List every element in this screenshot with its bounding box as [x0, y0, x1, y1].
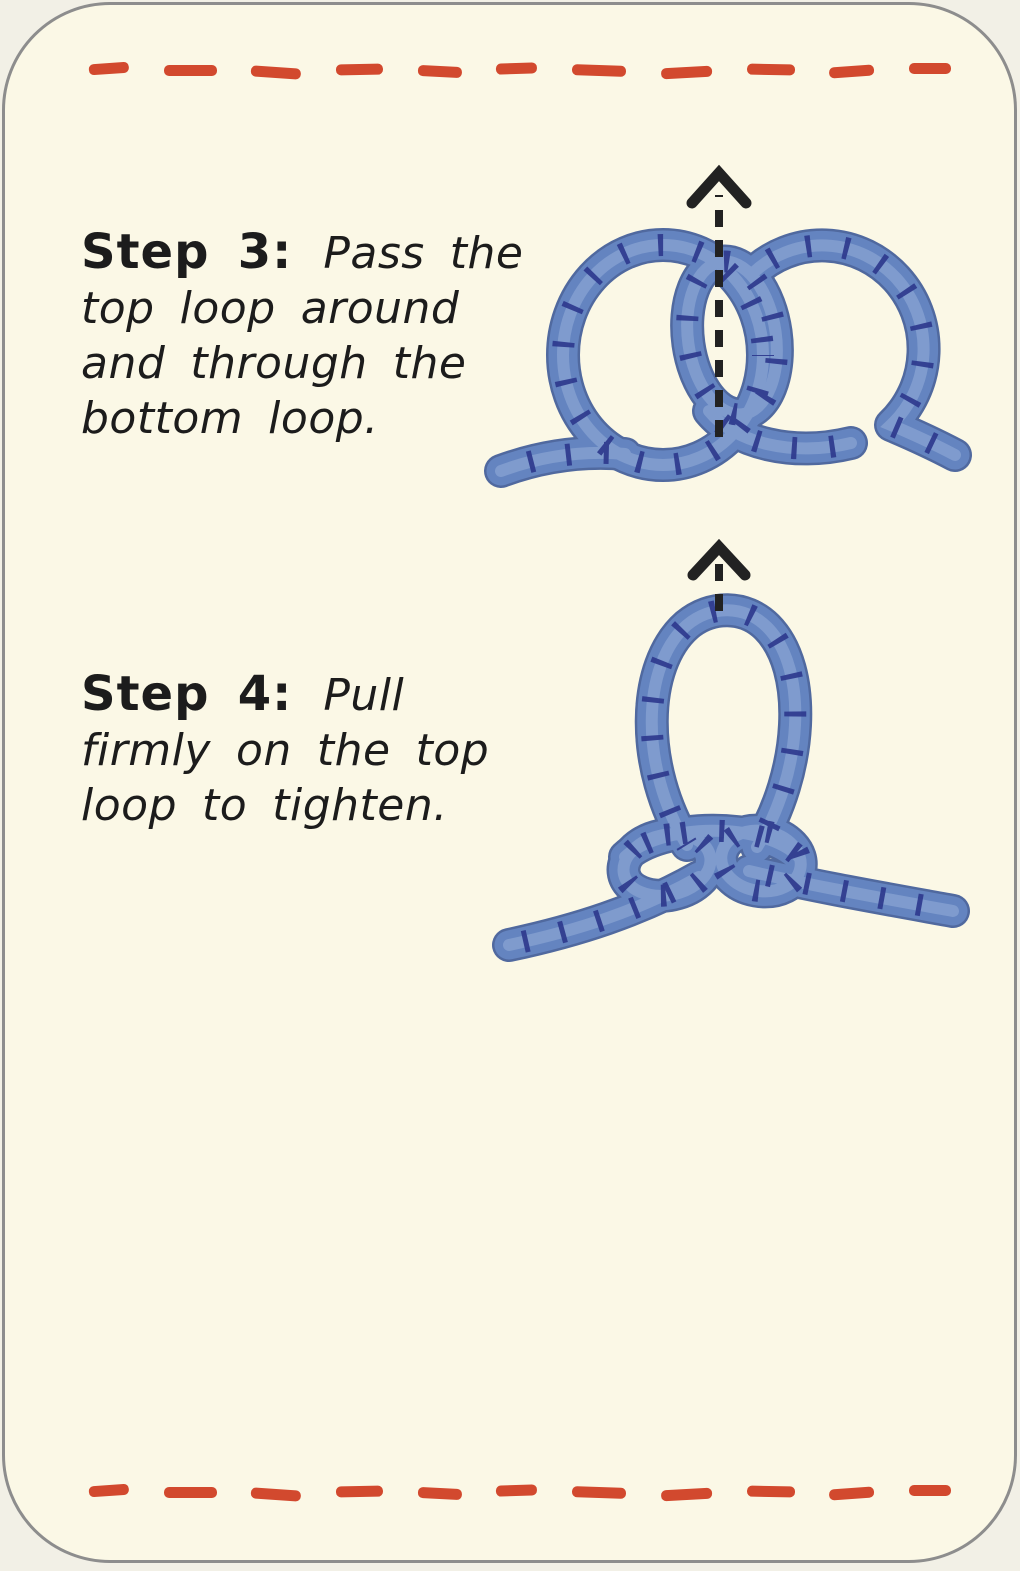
step4-line-3: loop to tighten.	[81, 780, 448, 831]
red-dash	[251, 1487, 302, 1501]
step3-knot-illustration	[501, 245, 955, 471]
step4-rope-hatch	[509, 610, 953, 945]
step3-line-1	[81, 225, 523, 281]
step3-line-4: bottom loop.	[81, 393, 379, 444]
step3-rope-outline	[501, 245, 955, 471]
step3-line-1-text: Pass the	[323, 228, 524, 279]
red-dash	[661, 1487, 713, 1501]
step4-label: Step 4:	[81, 666, 293, 722]
red-dash	[746, 1485, 794, 1497]
red-dash	[336, 1485, 383, 1497]
step3-line-3: and through the	[81, 338, 467, 389]
red-dash	[746, 63, 794, 75]
red-dash	[164, 65, 217, 76]
top-dashed-border	[89, 63, 951, 77]
red-dash	[251, 65, 302, 79]
step4-knot-illustration	[509, 610, 953, 945]
step4-rope-outline	[509, 610, 953, 945]
step3-rope	[501, 245, 955, 471]
step4-line-1	[81, 667, 489, 723]
red-dash	[496, 1484, 537, 1496]
step3-text	[81, 225, 523, 446]
red-dash	[89, 1483, 130, 1497]
step3-label: Step 3:	[81, 224, 293, 280]
bottom-dashed-border	[89, 1485, 951, 1499]
red-dash	[661, 65, 713, 79]
step4-line-1-text: Pull	[323, 670, 405, 721]
step4-rope-highlight	[509, 610, 953, 945]
step3-rope-hatch	[501, 245, 955, 471]
red-dash	[89, 61, 130, 75]
red-dash	[417, 64, 462, 77]
step3-line-2: top loop around	[81, 283, 460, 334]
red-dash	[829, 1486, 875, 1500]
red-dash	[572, 64, 626, 77]
step4-rope	[509, 610, 953, 945]
red-dash	[336, 63, 383, 75]
red-dash	[417, 1486, 462, 1499]
red-dash	[496, 62, 537, 74]
step4-text	[81, 667, 489, 833]
step3-up-arrow-icon	[692, 173, 746, 437]
red-dash	[829, 64, 875, 78]
red-dash	[909, 63, 951, 74]
step4-line-2: firmly on the top	[81, 725, 490, 776]
red-dash	[164, 1487, 217, 1498]
step4-up-arrow-icon	[693, 547, 745, 611]
instruction-card	[2, 2, 1017, 1563]
step3-rope-highlight	[501, 245, 955, 471]
red-dash	[909, 1485, 951, 1496]
red-dash	[572, 1486, 626, 1499]
